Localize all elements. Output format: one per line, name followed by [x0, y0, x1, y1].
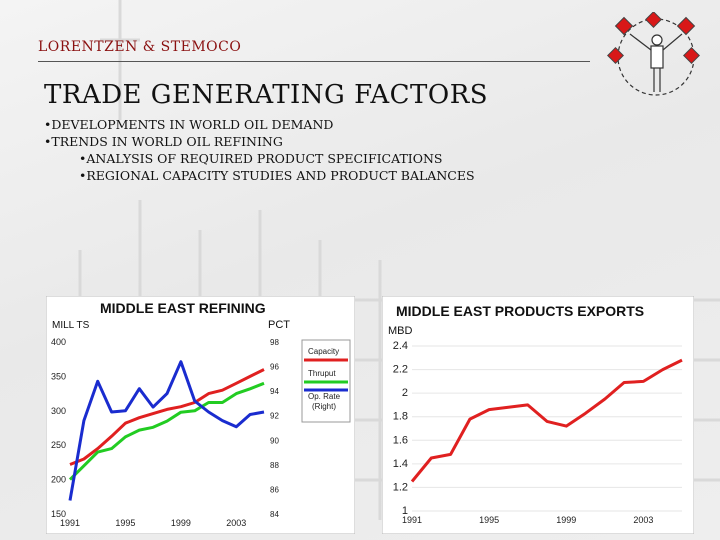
x-tick-label: 1995: [115, 518, 136, 528]
y-tick-label: 2: [401, 387, 408, 400]
y-tick-label: 350: [50, 371, 66, 382]
y2-tick-label: 90: [270, 436, 279, 446]
y-tick-label: 1.2: [392, 481, 408, 494]
chart-title: MIDDLE EAST PRODUCTS EXPORTS: [396, 303, 645, 319]
x-tick-label: 1995: [479, 515, 500, 525]
company-logo: [604, 12, 704, 102]
x-tick-label: 1991: [59, 518, 81, 528]
y2-tick-label: 84: [270, 510, 279, 519]
y2-tick-label: 88: [270, 460, 279, 470]
y-tick-label: 1.4: [392, 457, 408, 470]
x-tick-label: 1999: [170, 518, 191, 528]
exports-chart: [382, 296, 694, 534]
y-tick-label: 1.8: [392, 410, 408, 423]
y2-tick-label: 86: [270, 485, 279, 495]
y2-tick-label: 94: [270, 387, 279, 397]
y-tick-label: 1: [401, 505, 408, 517]
y-tick-label: 200: [50, 474, 66, 485]
chart-legend: [302, 340, 350, 422]
x-tick-label: 1991: [401, 515, 423, 525]
slide-title: TRADE GENERATING FACTORS: [44, 80, 489, 110]
y-tick-label: 1.6: [392, 434, 408, 447]
y2-tick-label: 96: [270, 362, 279, 372]
y-tick-label: 300: [50, 405, 66, 416]
refining-chart: [46, 296, 355, 534]
chart-title: MIDDLE EAST REFINING: [100, 300, 266, 316]
y2-tick-label: 98: [270, 338, 279, 347]
y-tick-label: 150: [50, 509, 66, 519]
header-divider: [38, 61, 590, 62]
bullet-subitem: •ANALYSIS OF REQUIRED PRODUCT SPECIFICATIONS: [79, 151, 443, 166]
bullet-item: •DEVELOPMENTS IN WORLD OIL DEMAND: [44, 117, 334, 132]
bullet-item: •TRENDS IN WORLD OIL REFINING: [44, 134, 283, 149]
bullet-list: [44, 116, 475, 184]
y-tick-label: 2.4: [392, 340, 408, 352]
legend-label: Thruput: [308, 369, 336, 378]
y2-tick-label: 92: [270, 411, 279, 421]
y-tick-label: 250: [50, 440, 66, 451]
x-tick-label: 2003: [226, 518, 247, 528]
company-name: LORENTZEN & STEMOCO: [38, 39, 242, 55]
x-tick-label: 2003: [633, 515, 654, 525]
x-tick-label: 1999: [556, 515, 577, 525]
y-axis-label: MBD: [388, 325, 413, 337]
y-tick-label: 2.2: [392, 363, 408, 376]
bullet-subitem: •REGIONAL CAPACITY STUDIES AND PRODUCT BALANCES: [79, 168, 475, 183]
y-axis-label: MILL TS: [52, 320, 90, 331]
legend-label: Op. Rate: [308, 392, 341, 401]
legend-label: (Right): [312, 402, 337, 411]
y-tick-label: 400: [50, 337, 66, 347]
y2-axis-label: PCT: [268, 319, 290, 331]
legend-label: Capacity: [308, 347, 340, 356]
